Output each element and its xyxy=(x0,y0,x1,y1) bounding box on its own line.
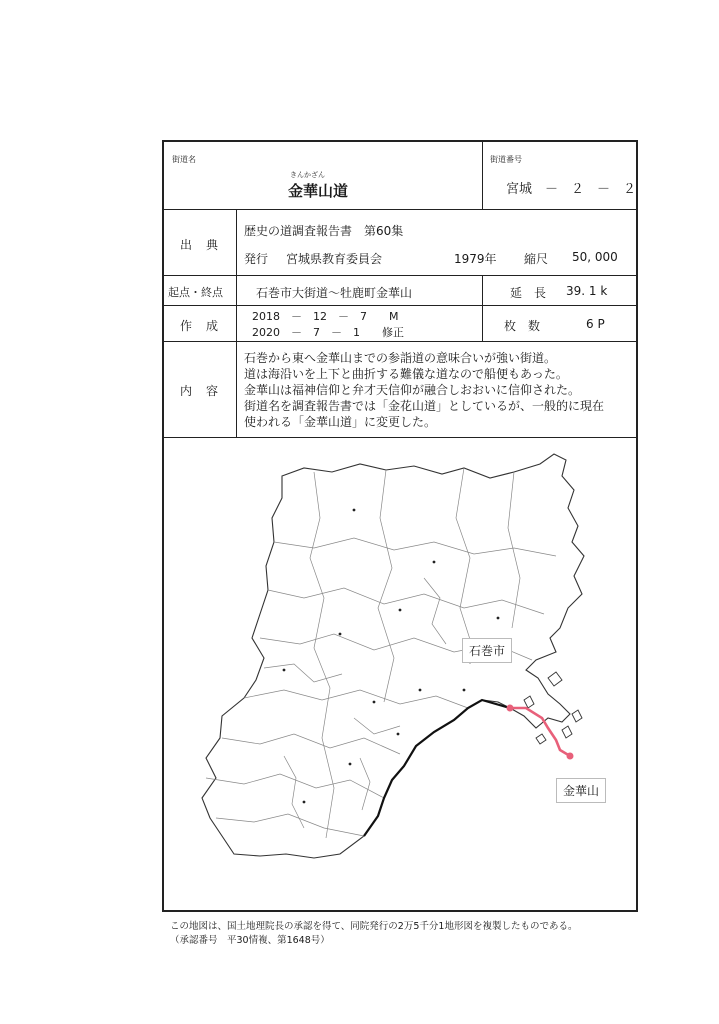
length-label: 延 長 xyxy=(510,286,547,300)
map-area xyxy=(164,438,636,910)
publish-year: 1979年 xyxy=(454,252,497,266)
road-number: 宮城 － ２ － ２ xyxy=(506,182,637,197)
miyagi-map xyxy=(164,438,636,910)
publisher-prefix: 発行 xyxy=(244,252,269,266)
content-line: 使われる「金華山道」に変更した。 xyxy=(244,415,437,429)
route-value: 石巻市大街道～牡鹿町金華山 xyxy=(256,286,413,300)
route-row xyxy=(164,276,636,306)
route-start-point xyxy=(507,705,514,712)
content-line: 街道名を調査報告書では「金花山道」としているが、一般的に現在 xyxy=(244,399,605,413)
scale-label: 縮尺 xyxy=(524,252,549,266)
route-end-point xyxy=(567,753,574,760)
length-value: 39. 1 k xyxy=(566,284,608,298)
content-line: 石巻から東へ金華山までの参詣道の意味合いが強い街道。 xyxy=(244,351,557,365)
pages-value: 6 P xyxy=(586,317,605,331)
route-label: 起点・終点 xyxy=(168,286,223,299)
content-label: 内 容 xyxy=(180,384,220,398)
revised-date: 2020 － 7 － 1 修正 xyxy=(252,326,404,339)
coastline xyxy=(364,700,510,836)
road-name-label: 街道名 xyxy=(172,155,196,164)
publisher: 宮城県教育委員会 xyxy=(286,252,383,266)
content-row xyxy=(164,342,636,438)
content-line: 道は海沿いを上下と曲折する難儀な道なので船便もあった。 xyxy=(244,367,568,381)
map-label-ishinomaki: 石巻市 xyxy=(462,638,512,663)
route-line xyxy=(510,708,570,756)
footnote-line2: （承認番号 平30情複、第1648号） xyxy=(170,935,330,946)
created-label: 作 成 xyxy=(180,319,220,333)
footnote-line1: この地図は、国土地理院長の承認を得て、同院発行の2万5千分1地形図を複製したものである。 xyxy=(170,921,578,932)
content-line: 金華山は福神信仰と弁才天信仰が融合しおおいに信仰された。 xyxy=(244,383,581,397)
road-number-label: 街道番号 xyxy=(490,155,522,164)
map-label-kinkasan: 金華山 xyxy=(556,778,606,803)
record-sheet xyxy=(162,140,638,912)
source-label: 出 典 xyxy=(180,238,220,252)
created-row xyxy=(164,306,636,342)
header-row xyxy=(164,142,636,210)
created-date: 2018 － 12 － 7 M xyxy=(252,310,399,323)
road-name: 金華山道 xyxy=(288,182,349,200)
source-row xyxy=(164,210,636,276)
source-title: 歴史の道調査報告書 第60集 xyxy=(244,224,404,238)
road-name-ruby: きんかざん xyxy=(290,171,325,179)
pages-label: 枚 数 xyxy=(504,319,541,333)
scale-value: 50, 000 xyxy=(572,250,618,264)
